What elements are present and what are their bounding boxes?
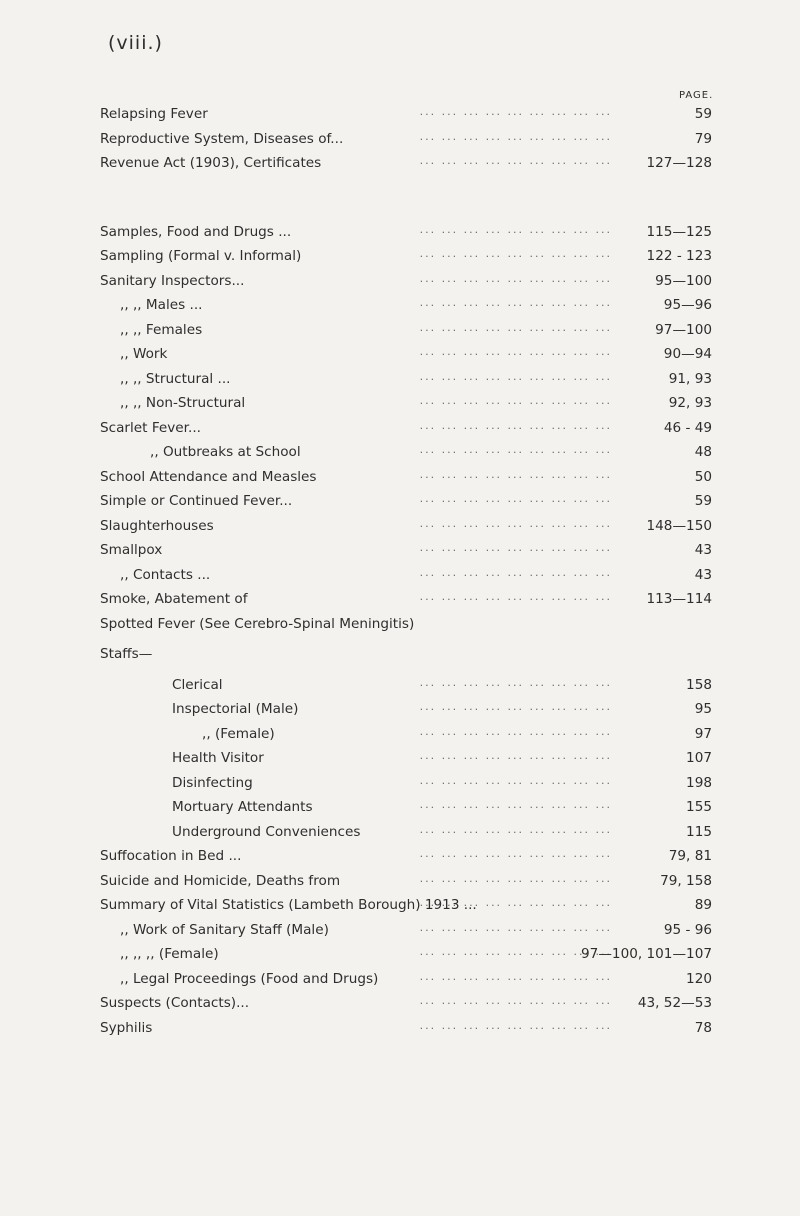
index-entry	[100, 538, 712, 563]
entry-page: 43	[694, 566, 712, 583]
entry-page: 97—100, 101—107	[581, 946, 712, 962]
entry-page: 113—114	[646, 591, 712, 607]
leader-dots: ... ... ... ... ... ... ... ... ...	[419, 394, 612, 407]
entry-label: ,, Work	[120, 346, 168, 362]
entry-label: Clerical	[172, 676, 223, 693]
entry-label: Suffocation in Bed ...	[100, 848, 242, 864]
leader-dots: ... ... ... ... ... ... ... ... ...	[419, 920, 612, 934]
entry-page: 158	[686, 676, 712, 693]
entry-label: ,, (Female)	[202, 725, 275, 742]
entry-page: 59	[694, 493, 712, 509]
entry-label: Disinfecting	[172, 774, 253, 791]
entry-label: Smallpox	[100, 542, 163, 558]
leader-dots: ... ... ... ... ... ... ... ... ...	[419, 822, 612, 836]
entry-page: 50	[694, 468, 712, 485]
index-entry	[100, 293, 712, 318]
leader-dots: ... ... ... ... ... ... ... ... ...	[419, 724, 612, 738]
entry-page: 43	[694, 542, 712, 558]
index-entry	[100, 514, 712, 539]
leader-dots: ... ... ... ... ... ... ... ... ...	[419, 675, 612, 689]
index-entry	[100, 820, 712, 845]
entry-label: Underground Conveniences	[172, 823, 361, 840]
index-entry	[100, 151, 712, 176]
entry-page: 79, 158	[660, 872, 712, 889]
entry-page: 79	[694, 130, 712, 147]
index-entry	[100, 220, 712, 245]
entry-page: 43, 52—53	[637, 995, 712, 1011]
page-number: (viii.)	[108, 32, 163, 54]
entry-label: Staffs—	[100, 646, 153, 662]
leader-dots: ... ... ... ... ... ... ... ... ...	[419, 222, 612, 236]
leader-dots: ... ... ... ... ... ... ... ... ...	[419, 271, 612, 285]
entry-label: ,, Contacts ...	[120, 566, 211, 583]
entry-page: 91, 93	[668, 370, 712, 387]
entry-label: Samples, Food and Drugs ...	[100, 223, 292, 240]
section-gap	[100, 176, 712, 220]
entry-page: 95—100	[655, 272, 712, 289]
entry-page: 97	[694, 725, 712, 742]
entry-page: 90—94	[663, 346, 712, 362]
index-entry	[100, 771, 712, 796]
leader-dots: ... ... ... ... ... ... ... ... ...	[419, 320, 612, 334]
entry-label: ,, ,, Non-Structural	[120, 395, 246, 411]
entry-label: Spotted Fever (See Cerebro-Spinal Meningitis)	[100, 615, 415, 632]
index-entry	[100, 416, 712, 441]
leader-dots: ... ... ... ... ... ... ... ... ...	[419, 1018, 612, 1032]
entry-label: Health Visitor	[172, 750, 264, 766]
index-entry	[100, 102, 712, 127]
index-entry	[100, 244, 712, 269]
entry-page: 95 - 96	[663, 921, 712, 938]
entry-label: Simple or Continued Fever...	[100, 493, 293, 509]
entry-label: School Attendance and Measles	[100, 468, 317, 485]
index-entry	[100, 844, 712, 869]
page-column-header: PAGE.	[679, 90, 714, 101]
entry-page: 120	[686, 970, 712, 987]
entry-page: 92, 93	[668, 395, 712, 411]
leader-dots: ... ... ... ... ... ... ... ... ...	[419, 467, 612, 481]
leader-dots: ... ... ... ... ... ... ... ... ...	[419, 798, 612, 811]
entry-label: Mortuary Attendants	[172, 799, 313, 815]
leader-dots: ... ... ... ... ... ... ... ... ...	[419, 129, 612, 143]
entry-label: ,, Work of Sanitary Staff (Male)	[120, 921, 329, 938]
index-entry	[100, 697, 712, 722]
entry-label: Suspects (Contacts)...	[100, 995, 250, 1011]
entry-page: 46 - 49	[663, 419, 712, 436]
leader-dots: ... ... ... ... ... ... ... ... ...	[419, 105, 612, 118]
entry-page: 95—96	[663, 297, 712, 313]
leader-dots: ... ... ... ... ... ... ... ... ...	[419, 896, 612, 909]
leader-dots: ... ... ... ... ... ... ... ... ...	[419, 296, 612, 309]
index-entry	[100, 563, 712, 588]
index-entry	[100, 746, 712, 771]
index-entry	[100, 318, 712, 343]
index-entry	[100, 1016, 712, 1041]
entry-page: 155	[686, 799, 712, 815]
entry-page: 95	[694, 701, 712, 717]
entry-page: 198	[686, 774, 712, 791]
entry-page: 122 - 123	[646, 248, 712, 264]
entry-page: 148—150	[646, 517, 712, 534]
entry-label: Smoke, Abatement of	[100, 591, 248, 607]
leader-dots: ... ... ... ... ... ... ... ... ...	[419, 516, 612, 530]
entry-label: Syphilis	[100, 1019, 153, 1036]
entry-page: 78	[694, 1019, 712, 1036]
leader-dots: ... ... ... ... ... ... ... ... ...	[419, 994, 612, 1007]
leader-dots: ... ... ... ... ... ... ... ... ...	[419, 565, 612, 579]
index-entry	[100, 440, 712, 465]
index-entry	[100, 722, 712, 747]
index-entry	[100, 918, 712, 943]
index-entry	[100, 673, 712, 698]
index-entry	[100, 869, 712, 894]
leader-dots: ... ... ... ... ... ... ... ... ...	[419, 773, 612, 787]
index-entry	[100, 465, 712, 490]
leader-dots: ... ... ... ... ... ... ... ... ...	[419, 345, 612, 358]
leader-dots: ... ... ... ... ... ... ... ... ...	[419, 541, 612, 554]
entry-label: Sampling (Formal v. Informal)	[100, 248, 302, 264]
entry-label: Scarlet Fever...	[100, 419, 201, 436]
leader-dots: ... ... ... ... ... ... ... ... ...	[419, 871, 612, 885]
entry-page: 127—128	[646, 155, 712, 171]
entry-label: ,, ,, Structural ...	[120, 370, 231, 387]
entry-label: ,, Outbreaks at School	[150, 444, 301, 460]
index-entry	[100, 587, 712, 612]
leader-dots: ... ... ... ... ... ... ... ... ...	[419, 969, 612, 983]
index-entry	[100, 342, 712, 367]
leader-dots: ... ... ... ... ... ... ... ... ...	[419, 590, 612, 603]
entry-label: Reproductive System, Diseases of...	[100, 130, 344, 147]
index-entry	[100, 991, 712, 1016]
index-entry	[100, 795, 712, 820]
leader-dots: ... ... ... ... ... ... ... ... ...	[419, 847, 612, 860]
entry-label: Sanitary Inspectors...	[100, 272, 245, 289]
entry-label: ,, Legal Proceedings (Food and Drugs)	[120, 970, 379, 987]
index-entry	[100, 391, 712, 416]
index-entry	[100, 367, 712, 392]
leader-dots: ... ... ... ... ... ... ... ... ...	[419, 700, 612, 713]
entry-page: 48	[694, 444, 712, 460]
entry-page: 97—100	[655, 321, 712, 338]
leader-dots: ... ... ... ... ... ... ... ... ...	[419, 418, 612, 432]
entry-label: Relapsing Fever	[100, 106, 208, 122]
index-entry	[100, 489, 712, 514]
leader-dots: ... ... ... ... ... ... ... ... ...	[419, 749, 612, 762]
leader-dots: ... ... ... ... ... ... ... ... ...	[419, 945, 612, 958]
entry-page: 107	[686, 750, 712, 766]
entry-label: Suicide and Homicide, Deaths from	[100, 872, 341, 889]
index-entry	[100, 893, 712, 918]
index-entry	[100, 642, 712, 667]
leader-dots: ... ... ... ... ... ... ... ... ...	[419, 443, 612, 456]
entry-page: 59	[694, 106, 712, 122]
leader-dots: ... ... ... ... ... ... ... ... ...	[419, 247, 612, 260]
index-entry	[100, 967, 712, 992]
index-entry	[100, 269, 712, 294]
entry-label: Slaughterhouses	[100, 517, 214, 534]
entry-page: 89	[694, 897, 712, 913]
leader-dots: ... ... ... ... ... ... ... ... ...	[419, 492, 612, 505]
leader-dots: ... ... ... ... ... ... ... ... ...	[419, 369, 612, 383]
entry-label: ,, ,, ,, (Female)	[120, 946, 219, 962]
entry-label: ,, ,, Females	[120, 321, 203, 338]
entry-label: Revenue Act (1903), Certificates	[100, 155, 322, 171]
index-list	[100, 102, 712, 1040]
leader-dots: ... ... ... ... ... ... ... ... ...	[419, 154, 612, 167]
index-entry	[100, 942, 712, 967]
index-entry	[100, 612, 712, 637]
entry-page: 115	[686, 823, 712, 840]
entry-label: Summary of Vital Statistics (Lambeth Borough) 1913 ...	[100, 897, 477, 913]
entry-page: 115—125	[646, 223, 712, 240]
entry-label: Inspectorial (Male)	[172, 701, 299, 717]
index-entry	[100, 127, 712, 152]
entry-label: ,, ,, Males ...	[120, 297, 203, 313]
entry-page: 79, 81	[668, 848, 712, 864]
